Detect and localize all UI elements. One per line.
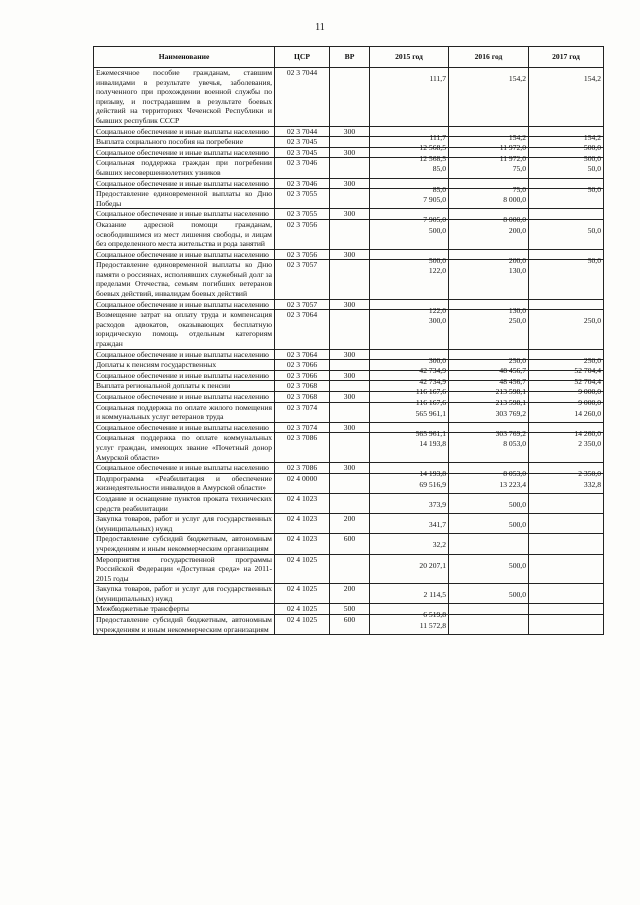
table-row <box>94 604 604 615</box>
row-vr <box>330 402 370 422</box>
row-2015-cell <box>370 260 449 299</box>
row-vr <box>330 260 370 299</box>
row-2017: 154,2 <box>583 132 601 142</box>
row-name: Закупка товаров, работ и услуг для государственных (муниципальных) нужд <box>94 514 275 534</box>
row-2016: 8 053,0 <box>503 439 526 449</box>
row-vr <box>330 158 370 178</box>
row-2017-cell <box>529 260 604 299</box>
row-2017-cell <box>529 126 604 142</box>
row-2015: 11 572,8 <box>419 621 446 631</box>
row-vr <box>330 189 370 209</box>
row-2016: 8 000,0 <box>503 195 526 205</box>
row-2016: 154,2 <box>508 74 526 83</box>
row-2017: 500,0 <box>583 143 601 153</box>
row-2017: 52 704,4 <box>574 376 601 386</box>
table-row <box>94 433 604 463</box>
row-2016: 500,0 <box>508 560 526 570</box>
row-name: Социальное обеспечение и иные выплаты населению <box>94 463 275 474</box>
table-row <box>94 370 604 381</box>
row-vr <box>330 473 370 493</box>
row-name: Социальное обеспечение и иные выплаты населению <box>94 126 275 137</box>
row-2016: 500,0 <box>508 499 526 509</box>
table-row <box>94 310 604 349</box>
row-2017-cell <box>529 493 604 513</box>
row-2016-cell <box>449 422 529 438</box>
row-2015: 42 734,9 <box>419 376 446 386</box>
row-2017: 52 704,4 <box>574 366 601 376</box>
table-row <box>94 360 604 371</box>
header-2015: 2015 год <box>370 47 449 68</box>
row-csr: 02 3 7068 <box>275 381 330 392</box>
row-vr: 300 <box>330 209 370 220</box>
row-2017-cell <box>529 615 604 635</box>
row-2015-cell <box>370 68 449 127</box>
row-2015: 500,0 <box>428 255 446 265</box>
row-2016: 200,0 <box>508 225 526 235</box>
row-2016: 11 972,0 <box>499 153 526 163</box>
table-row <box>94 147 604 158</box>
table-row <box>94 402 604 422</box>
row-2017-cell <box>529 534 604 554</box>
row-csr: 02 3 7066 <box>275 370 330 381</box>
row-2017-cell <box>529 249 604 265</box>
row-2016-cell <box>449 249 529 265</box>
row-2016-cell <box>449 260 529 299</box>
row-name: Социальное обеспечение и иные выплаты населению <box>94 178 275 189</box>
row-2016: 48 456,7 <box>499 376 526 386</box>
row-2016-cell <box>449 126 529 142</box>
table-row <box>94 219 604 249</box>
row-2015: 12 568,5 <box>419 143 446 153</box>
row-csr: 02 3 7066 <box>275 360 330 371</box>
row-vr <box>330 68 370 127</box>
row-2017: 250,0 <box>583 355 601 365</box>
row-vr: 300 <box>330 147 370 158</box>
row-vr: 300 <box>330 249 370 260</box>
row-csr: 02 4 0000 <box>275 473 330 493</box>
row-2016: 213 598,1 <box>495 387 526 397</box>
row-csr: 02 3 7086 <box>275 463 330 474</box>
row-name: Социальное обеспечение и иные выплаты населению <box>94 349 275 360</box>
row-name: Социальное обеспечение и иные выплаты населению <box>94 249 275 260</box>
row-2016: 11 972,0 <box>499 143 526 153</box>
row-2016: 48 456,7 <box>499 366 526 376</box>
row-csr: 02 3 7064 <box>275 310 330 349</box>
row-2016-cell <box>449 178 529 194</box>
row-vr: 300 <box>330 178 370 189</box>
row-name: Социальное обеспечение и иные выплаты населению <box>94 422 275 433</box>
row-name: Предоставление субсидий бюджетным, автономным учреждениям и иным некоммерческим организациям <box>94 615 275 635</box>
header-2017: 2017 год <box>529 47 604 68</box>
row-name: Оказание адресной помощи гражданам, освободившимся из мест лишения свободы, и лицам без определенного места жительства и рода занятий <box>94 219 275 249</box>
row-csr: 02 3 7046 <box>275 158 330 178</box>
row-2015: 300,0 <box>428 355 446 365</box>
row-2015: 565 961,1 <box>415 428 446 438</box>
row-2015: 565 961,1 <box>415 408 446 418</box>
row-2016: 200,0 <box>508 255 526 265</box>
row-2015: 300,0 <box>428 316 446 326</box>
row-name: Социальное обеспечение и иные выплаты населению <box>94 147 275 158</box>
row-2015: 7 905,0 <box>423 215 446 225</box>
row-2017-cell <box>529 584 604 604</box>
row-2017: 2 350,0 <box>578 439 601 449</box>
row-2016: 75,0 <box>512 184 526 194</box>
row-csr: 02 3 7046 <box>275 178 330 189</box>
table-row <box>94 260 604 299</box>
row-name: Подпрограмма «Реабилитация и обеспечение жизнедеятельности инвалидов в Амурской области» <box>94 473 275 493</box>
row-csr: 02 3 7056 <box>275 219 330 249</box>
row-2015-cell <box>370 554 449 584</box>
row-2016-cell <box>449 615 529 635</box>
table-row <box>94 209 604 220</box>
row-2017-cell <box>529 178 604 194</box>
row-2015-cell <box>370 178 449 194</box>
row-2017: 14 260,0 <box>574 408 601 418</box>
row-2015: 2 114,5 <box>423 590 446 600</box>
row-2016: 303 769,2 <box>495 408 526 418</box>
row-2017-cell <box>529 68 604 127</box>
row-2015-cell <box>370 422 449 438</box>
row-2015-cell <box>370 604 449 620</box>
table-row <box>94 514 604 534</box>
row-2017: 9 000,0 <box>578 398 601 407</box>
row-vr: 300 <box>330 126 370 137</box>
row-csr: 02 4 1023 <box>275 534 330 554</box>
row-2017-cell <box>529 310 604 349</box>
row-2015-cell <box>370 534 449 554</box>
row-vr <box>330 137 370 148</box>
table-row <box>94 473 604 493</box>
row-2016-cell <box>449 514 529 534</box>
row-vr: 200 <box>330 514 370 534</box>
table-row <box>94 493 604 513</box>
row-vr <box>330 381 370 392</box>
row-2015: 42 734,9 <box>419 366 446 376</box>
page-number: 11 <box>315 22 325 33</box>
table-row <box>94 68 604 127</box>
row-2017: 50,0 <box>587 164 601 174</box>
row-csr: 02 4 1023 <box>275 493 330 513</box>
table-row <box>94 299 604 310</box>
row-csr: 02 3 7064 <box>275 349 330 360</box>
row-2015: 14 193,8 <box>419 469 446 479</box>
row-2015: 32,2 <box>432 540 446 550</box>
row-2017: 50,0 <box>587 225 601 235</box>
budget-table <box>93 46 604 635</box>
row-csr: 02 3 7057 <box>275 260 330 299</box>
table-row <box>94 158 604 178</box>
row-2015-cell <box>370 310 449 349</box>
table-row <box>94 178 604 189</box>
row-2016-cell <box>449 209 529 225</box>
row-vr <box>330 433 370 463</box>
row-vr: 500 <box>330 604 370 615</box>
row-name: Выплата региональной доплаты к пенсии <box>94 381 275 392</box>
row-2016: 154,2 <box>508 132 526 142</box>
row-csr: 02 4 1025 <box>275 604 330 615</box>
row-2017-cell <box>529 219 604 249</box>
table-row <box>94 137 604 148</box>
row-2015: 111,7 <box>429 132 446 142</box>
table-row <box>94 584 604 604</box>
row-name: Социальная поддержка по оплате жилого помещения и коммунальных услуг ветеранов труда <box>94 402 275 422</box>
row-2017: 154,2 <box>583 74 601 83</box>
row-vr <box>330 219 370 249</box>
row-csr: 02 4 1025 <box>275 615 330 635</box>
row-2015-cell <box>370 514 449 534</box>
row-2017-cell <box>529 422 604 438</box>
row-2016-cell <box>449 534 529 554</box>
row-2016-cell <box>449 584 529 604</box>
row-vr <box>330 493 370 513</box>
row-name: Закупка товаров, работ и услуг для государственных (муниципальных) нужд <box>94 584 275 604</box>
row-2017-cell <box>529 349 604 365</box>
table-row <box>94 534 604 554</box>
row-2016: 8 000,0 <box>503 215 526 225</box>
row-name: Создание и оснащение пунктов проката технических средств реабилитации <box>94 493 275 513</box>
row-vr: 300 <box>330 299 370 310</box>
row-2017: 14 260,0 <box>574 428 601 438</box>
row-vr <box>330 554 370 584</box>
row-name: Предоставление субсидий бюджетным, автономным учреждениям и иным некоммерческим организациям <box>94 534 275 554</box>
table-row <box>94 392 604 403</box>
row-2015: 116 167,6 <box>415 398 446 407</box>
table-row <box>94 422 604 433</box>
row-name: Доплаты к пенсиям государственных <box>94 360 275 371</box>
row-csr: 02 4 1025 <box>275 554 330 584</box>
row-csr: 02 3 7057 <box>275 299 330 310</box>
row-2015: 111,7 <box>429 74 446 83</box>
row-2017-cell <box>529 463 604 479</box>
row-2015-cell <box>370 584 449 604</box>
row-csr: 02 3 7055 <box>275 209 330 220</box>
row-vr <box>330 310 370 349</box>
row-name: Социальное обеспечение и иные выплаты населению <box>94 299 275 310</box>
row-2015: 6 519,8 <box>423 610 446 620</box>
row-2015: 116 167,6 <box>415 387 446 397</box>
row-name: Ежемесячное пособие гражданам, ставшим инвалидами в результате увечья, заболевания, полученного при прохождении военной службы по призыву, и пострадавшим в результате боевых действий на территориях Чеченской Республики и бывших республик СССР <box>94 68 275 127</box>
row-name: Предоставление единовременной выплаты ко Дню памяти о россиянах, исполнявших служебный долг за пределами Отечества, семьям погибших ветеранов боевых действий, инвалидам боевых действий <box>94 260 275 299</box>
row-csr: 02 3 7045 <box>275 147 330 158</box>
row-2016: 500,0 <box>508 520 526 530</box>
row-2015: 341,7 <box>428 520 446 530</box>
row-2016: 130,0 <box>508 305 526 315</box>
row-2015: 12 568,5 <box>419 153 446 163</box>
row-2017: 2 350,0 <box>578 469 601 479</box>
row-name: Предоставление единовременной выплаты ко Дню Победы <box>94 189 275 209</box>
row-2016: 130,0 <box>508 266 526 276</box>
row-2016: 13 223,4 <box>499 479 526 489</box>
row-2015: 122,0 <box>428 305 446 315</box>
row-2015: 122,0 <box>428 266 446 276</box>
row-name: Социальное обеспечение и иные выплаты населению <box>94 209 275 220</box>
row-csr: 02 3 7045 <box>275 137 330 148</box>
row-2016: 8 053,0 <box>503 469 526 479</box>
row-2016-cell <box>449 310 529 349</box>
table-row <box>94 249 604 260</box>
row-name: Социальная поддержка граждан при погребении бывших несовершеннолетних узников <box>94 158 275 178</box>
table-row <box>94 554 604 584</box>
row-name: Мероприятия государственной программы Российской Федерации «Доступная среда» на 2011-2015 годы <box>94 554 275 584</box>
row-csr: 02 3 7056 <box>275 249 330 260</box>
header-csr: ЦСР <box>275 47 330 68</box>
row-vr: 600 <box>330 534 370 554</box>
row-2015-cell <box>370 249 449 265</box>
row-2017: 50,0 <box>587 184 601 194</box>
row-2017: 500,0 <box>583 153 601 163</box>
row-2015: 14 193,8 <box>419 439 446 449</box>
row-2016-cell <box>449 68 529 127</box>
row-2015-cell <box>370 349 449 365</box>
row-csr: 02 4 1025 <box>275 584 330 604</box>
row-2016-cell <box>449 349 529 365</box>
row-2015: 69 516,9 <box>419 479 446 489</box>
table-row <box>94 349 604 360</box>
table-header-row <box>94 47 604 68</box>
row-vr: 200 <box>330 584 370 604</box>
row-2016-cell <box>449 554 529 584</box>
row-vr <box>330 360 370 371</box>
row-csr: 02 3 7068 <box>275 392 330 403</box>
row-2015-cell <box>370 209 449 225</box>
row-2015-cell <box>370 463 449 479</box>
row-2017: 50,0 <box>587 255 601 265</box>
row-2015: 85,0 <box>432 164 446 174</box>
table-row <box>94 189 604 209</box>
row-2016-cell <box>449 299 529 315</box>
row-csr: 02 3 7055 <box>275 189 330 209</box>
row-2017-cell <box>529 299 604 310</box>
row-csr: 02 3 7044 <box>275 126 330 137</box>
row-name: Социальное обеспечение и иные выплаты населению <box>94 370 275 381</box>
row-csr: 02 4 1023 <box>275 514 330 534</box>
table-row <box>94 126 604 137</box>
row-vr: 300 <box>330 370 370 381</box>
row-2017-cell <box>529 604 604 615</box>
row-2016: 250,0 <box>508 355 526 365</box>
header-2016: 2016 год <box>449 47 529 68</box>
row-csr: 02 3 7074 <box>275 402 330 422</box>
row-2015: 7 905,0 <box>423 195 446 205</box>
row-2016-cell <box>449 463 529 479</box>
row-name: Социальное обеспечение и иные выплаты населению <box>94 392 275 403</box>
row-2015: 20 207,1 <box>419 560 446 570</box>
row-2015: 500,0 <box>428 225 446 235</box>
row-2016: 75,0 <box>512 164 526 174</box>
row-vr: 300 <box>330 422 370 433</box>
table-body <box>94 68 604 635</box>
header-name: Наименование <box>94 47 275 68</box>
row-2017-cell <box>529 554 604 584</box>
row-2015-cell <box>370 126 449 142</box>
row-name: Выплата социального пособия на погребение <box>94 137 275 148</box>
row-2017: 332,8 <box>583 479 601 489</box>
row-2015-cell <box>370 493 449 513</box>
row-vr: 300 <box>330 392 370 403</box>
row-vr: 300 <box>330 463 370 474</box>
row-2015-cell <box>370 299 449 315</box>
row-name: Возмещение затрат на оплату труда и компенсация расходов адвокатов, оказывающих бесплатную юридическую помощь отдельным категориям граждан <box>94 310 275 349</box>
table-row <box>94 615 604 635</box>
row-csr: 02 3 7086 <box>275 433 330 463</box>
row-2017-cell <box>529 209 604 220</box>
row-vr: 600 <box>330 615 370 635</box>
row-2016: 213 598,1 <box>495 398 526 407</box>
row-2017-cell <box>529 514 604 534</box>
row-2016-cell <box>449 493 529 513</box>
row-2016-cell <box>449 604 529 615</box>
row-2016: 500,0 <box>508 590 526 600</box>
header-vr: ВР <box>330 47 370 68</box>
row-2017: 250,0 <box>583 316 601 326</box>
row-name: Межбюджетные трансферты <box>94 604 275 615</box>
row-2016: 250,0 <box>508 316 526 326</box>
row-name: Социальная поддержка по оплате коммунальных услуг граждан, имеющих звание «Почетный донор Амурской области» <box>94 433 275 463</box>
row-2015: 373,9 <box>428 499 446 509</box>
row-2015: 85,0 <box>432 184 446 194</box>
row-csr: 02 3 7044 <box>275 68 330 127</box>
row-2017: 9 000,0 <box>578 387 601 397</box>
table-row <box>94 381 604 392</box>
row-csr: 02 3 7074 <box>275 422 330 433</box>
table-row <box>94 463 604 474</box>
row-vr: 300 <box>330 349 370 360</box>
row-2016: 303 769,2 <box>495 428 526 438</box>
